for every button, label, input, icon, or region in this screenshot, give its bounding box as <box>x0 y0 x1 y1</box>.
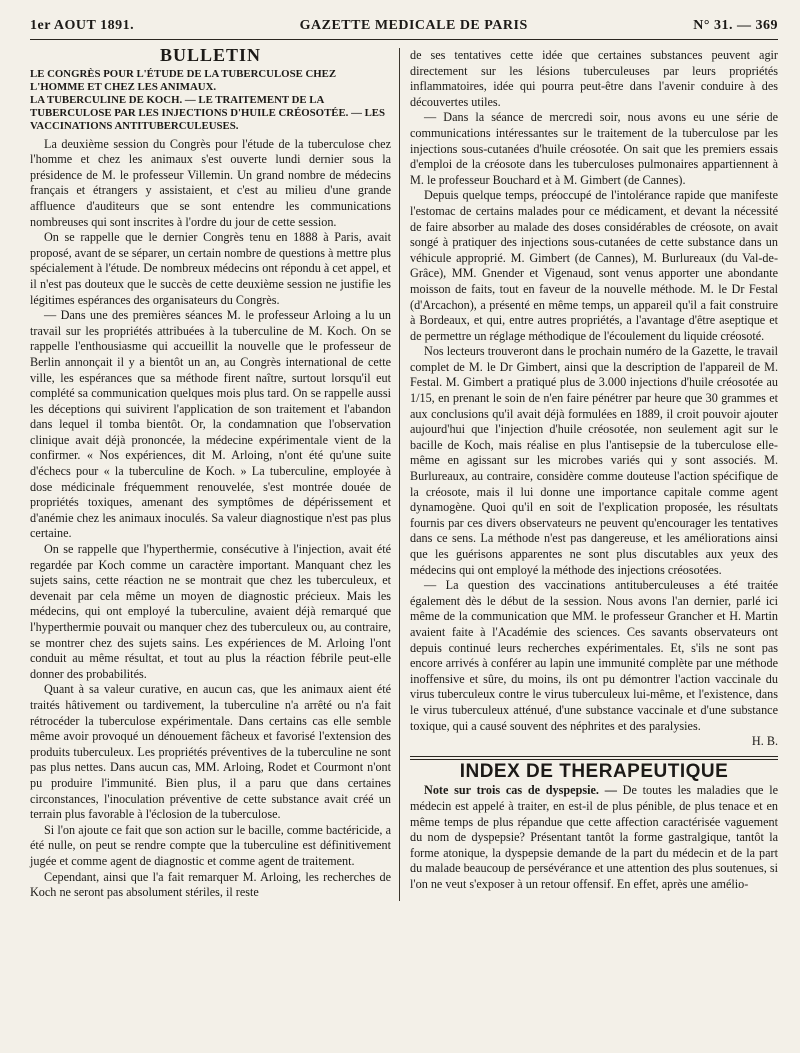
bulletin-title: BULLETIN <box>159 45 262 65</box>
paragraph: Depuis quelque temps, préoccupé de l'intolérance rapide que manifeste l'estomac de certains malades pour ce médicament, et devant la nécessité de faire absorber au malade des doses considérables de créosote, on avait songé à pratiquer des injections sous-cutanées de cette substance dans un véhicule approprié. M. Gimbert (de Cannes), M. Burlureaux (du Val-de-Grâce), MM. Gnender et Vigenaud, sont venus apporter une abondante moisson de faits, tout en faveur de la nouvelle méthode. M. le Dr Festal (d'Arcachon), a présenté en même temps, un appareil qu'il a fait construire à Bordeaux, et qui, entre autres propriétés, a l'avantage d'être aseptique et de permettre un réglage méthodique de l'écoulement du liquide créosoté. <box>410 188 778 343</box>
index-title: INDEX DE THERAPEUTIQUE <box>459 760 729 782</box>
right-column <box>399 48 778 901</box>
running-head <box>30 18 778 40</box>
signature: H. B. <box>751 734 778 749</box>
section-divider <box>410 756 778 760</box>
issue-page-number: N° 31. — 369 <box>693 18 778 33</box>
paragraph: Quant à sa valeur curative, en aucun cas, que les animaux aient été traités hâtivement ou tardivement, la tuberculine n'a arrêté ou n'a fait rétrocéder la tuberculose expérimentale. Dans certains cas elle semble même avoir provoqué un dénouement fâcheux et favorisé l'extension des produits tuberculeux. Les propriétés préventives de la tuberculine ne sont pas plus nettes. Dans aucun cas, MM. Arloing, Rodet et Courmont n'ont pu produire l'immunité. Bien plus, il a paru que dans certaines circonstances, l'inoculation préventive de cette substance avait créé un terrain plus favorable à l'éclosion de la tuberculose. <box>30 682 392 822</box>
index-text: De toutes les maladies que le médecin est appelé à traiter, en est-il de plus pénible, de plus tenace et en même temps de plus répandue que cette affection caractérisée vaguement du nom de dyspepsie? Présentant tantôt la forme gastralgique, tantôt la forme atonique, la dyspepsie demande de la part du médecin et de la part du malade beaucoup de persévérance et une attention des plus soutenues, si l'on ne veut s'exposer à un retour offensif. En effet, après une amélio- <box>410 783 778 891</box>
text-columns <box>30 45 778 901</box>
paragraph: Si l'on ajoute ce fait que son action sur le bacille, comme bactéricide, a été nulle, on peut se rendre compte que la tuberculine est définitivement jugée et comme agent de diagnostic et comme agent de traitement. <box>30 822 392 868</box>
index-lead: Note sur trois cas de dyspepsie. — <box>424 783 617 798</box>
paragraph: On se rappelle que le dernier Congrès tenu en 1888 à Paris, avait proposé, avant de se séparer, un certain nombre de questions à mettre plus spécialement à l'étude. De nombreux médecins ont répondu à cet appel, et il n'est pas douteux que le succès de cette deuxième session ne justifie les légitimes espérances des organisateurs du Congrès. <box>30 230 392 307</box>
paragraph: — La question des vaccinations antituberculeuses a été traitée également dès le début de la session. Nous avons l'an dernier, parlé ici même de la communication que MM. le professeur Grancher et H. Martin avaient faite à l'Académie des sciences. Ces savants observateurs ont depuis continué leurs recherches expérimentales. Et, s'ils ne sont pas encore arrivés à conférer au lapin une immunité complète par une méthode inoffensive et sûre, du moins, ils ont pu démontrer l'action vaccinale du virus tuberculeux contre le virus tuberculeux lui-même, et l'existence, dans le virus tuberculeux atténué, d'une substance vaccinale et d'une substance toxique, qui a causé souvent des néphrites et des paralysies. <box>410 578 778 733</box>
summary-line: LA TUBERCULINE DE KOCH. — LE TRAITEMENT DE LA TUBERCULOSE PAR LES INJECTIONS D'HUILE CRÉOSOTÉE. — LES VACCINATIONS ANTITUBERCULEUSES. <box>30 93 385 132</box>
index-paragraph <box>410 783 778 892</box>
summary-line: LE CONGRÈS POUR L'ÉTUDE DE LA TUBERCULOSE CHEZ L'HOMME ET CHEZ LES ANIMAUX. <box>30 67 337 93</box>
paragraph: — Dans une des premières séances M. le professeur Arloing a lu un travail sur les propriétés attribuées à la tuberculine de M. Koch. On se rappelle l'enthousiasme qui accueillit la nouvelle que le professeur de Berlin annonçait il y a bientôt un an, au Congrès international de cette ville, les espérances que sa méthode firent naître, surtout lorsqu'il eut complété sa communication quelques mois plus tard. On se rappelle aussi les déceptions qui suivirent l'application de son traitement et l'abandon dans lequel il tomba bientôt. Or, la condamnation que l'observation clinique avait déjà prononcée, la médecine expérimentale vient de la confirmer. « Nos expériences, dit M. Arloing, n'ont été qu'une suite d'échecs pour « la tuberculine de Koch. » La tuberculine, employée à dose médicinale fréquemment renouvelée, s'est montrée douée de propriétés toxiques, amenant des symptômes de dépérissement et d'anémie chez les animaux inoculés. Sa valeur diagnostique n'est pas plus certaine. <box>30 308 392 541</box>
paragraph: de ses tentatives cette idée que certaines substances peuvent agir directement sur les lésions tuberculeuses par leurs propriétés inflammatoires, idée qui pourra peut-être dans l'avenir conduire à des découvertes utiles. <box>410 48 778 109</box>
bulletin-summary <box>30 68 391 133</box>
issue-date: 1er AOUT 1891. <box>30 18 135 33</box>
paragraph: On se rappelle que l'hyperthermie, consécutive à l'injection, avait été regardée par Koch comme un caractère important. Manquant chez les sujets sains, cette réaction ne se montrait que chez les tuberculeux, et devenait par cela même un moyen de diagnostic précieux. Mais les médecins, qui ont employé la tuberculine, avaient déjà remarqué que l'hyperthermie pouvait ou manquer chez des tuberculeux ou, au contraire, se montrer chez des sujets sains. Les expériences de M. Arloing l'ont conduit au même résultat, et tout au plus la réaction fébrile peut-elle donner des probabilités. <box>30 542 392 681</box>
journal-title: GAZETTE MEDICALE DE PARIS <box>299 18 528 33</box>
paragraph: Cependant, ainsi que l'a fait remarquer M. Arloing, les recherches de Koch ne seront pas absolument stériles, il reste <box>30 869 392 900</box>
paragraph: La deuxième session du Congrès pour l'étude de la tuberculose chez l'homme et chez les animaux s'est ouverte lundi dernier sous la présidence de M. le professeur Villemin. Un grand nombre de médecins français et étrangers y assistaient, et c'est au milieu d'une grande affluence d'auditeurs que se sont entendre les communications nombreuses qui sont inscrites à l'ordre du jour de cette session. <box>30 136 392 229</box>
left-column <box>30 45 399 901</box>
paragraph: — Dans la séance de mercredi soir, nous avons eu une série de communications intéressantes sur le traitement de la tuberculose par les injections sous-cutanées d'huile créosotée. On sait que les premiers essais d'emploi de la créosote dans les tuberculoses pulmonaires appartiennent à M. le professeur Bouchard et à M. Gimbert (de Cannes). <box>410 110 778 187</box>
paragraph: Nos lecteurs trouveront dans le prochain numéro de la Gazette, le travail complet de M. le Dr Gimbert, ainsi que la description de l'appareil de M. Festal. M. Gimbert a pratiqué plus de 3.000 injections d'huile créosotée au 1/15, en prenant le soin de n'en faire pénétrer par heure que 30 grammes et aux conclusions qu'il avait déjà formulées en 1889, il croit pouvoir ajouter aujourd'hui que l'injection d'huile créosotée, non seulement agit sur le bacille de Koch, mais réalise en plus l'antisepsie de la tuberculose elle-même en agissant sur les microbes variés qui y sont associés. M. Burlureaux, au contraire, considère comme douteuse l'action spécifique de la créosote, mais il lui donne une importance capitale comme agent dynamogène. Quoi qu'il en soit de l'explication proposée, les résultats fournis par ces divers observateurs ne peuvent qu'encourager les tentatives dans ce sens. La méthode n'est pas dangereuse, et les améliorations ainsi que les guérisons apparentes ne sont plus discutables aux yeux des médecins qui ont employé la méthode des injections créosotées. <box>410 344 778 577</box>
